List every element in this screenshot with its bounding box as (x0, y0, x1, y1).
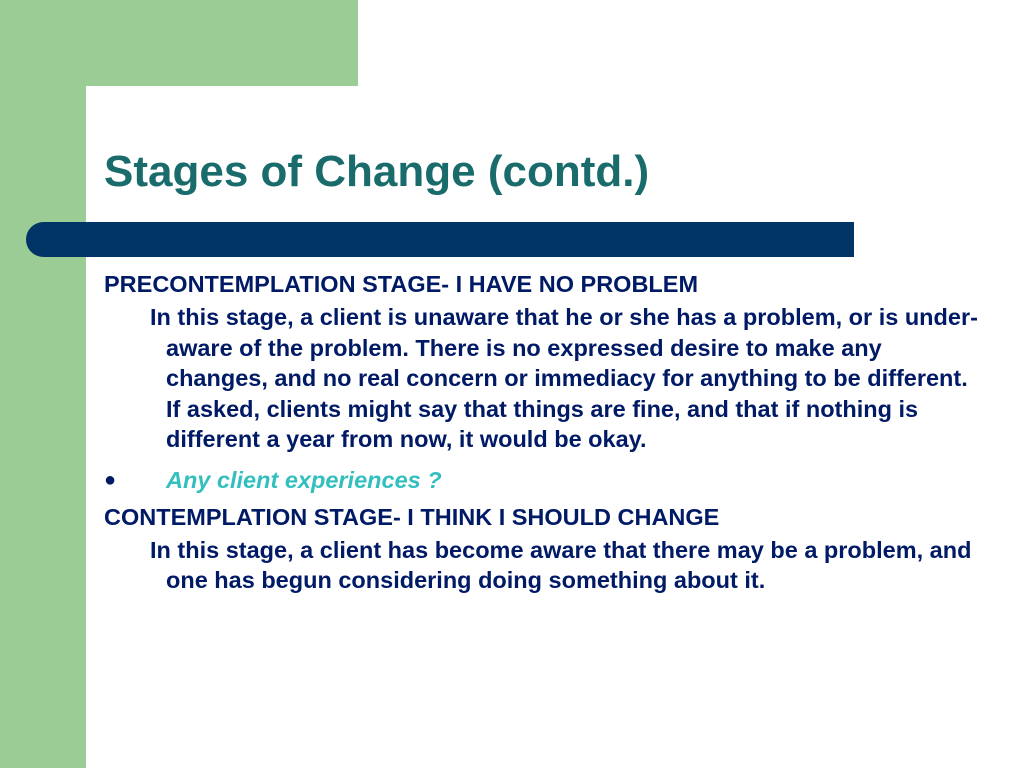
top-accent-band (0, 0, 358, 86)
left-accent-band (0, 0, 86, 768)
slide-title: Stages of Change (contd.) (104, 147, 650, 196)
bullet-question: Any client experiences ? (166, 466, 442, 493)
precontemplation-heading: PRECONTEMPLATION STAGE- I HAVE NO PROBLEM (104, 271, 699, 297)
title-underline-bar (26, 222, 854, 257)
precontemplation-description: In this stage, a client is unaware that he or she has a problem, or is under-aware of the problem. There is no expressed desire to make any changes, and no real concern or immediacy for anything to be different. If asked, clients might say that things are fine, and that if nothing is different a year from now, it would be okay. (150, 304, 978, 452)
bullet-item (104, 461, 984, 499)
bullet-dot-icon: ● (104, 468, 117, 491)
contemplation-heading: CONTEMPLATION STAGE- I THINK I SHOULD CHANGE (104, 503, 720, 530)
slide-body (104, 266, 984, 602)
contemplation-description: In this stage, a client has become aware that there may be a problem, and one has begun considering doing something about it. (150, 536, 972, 593)
